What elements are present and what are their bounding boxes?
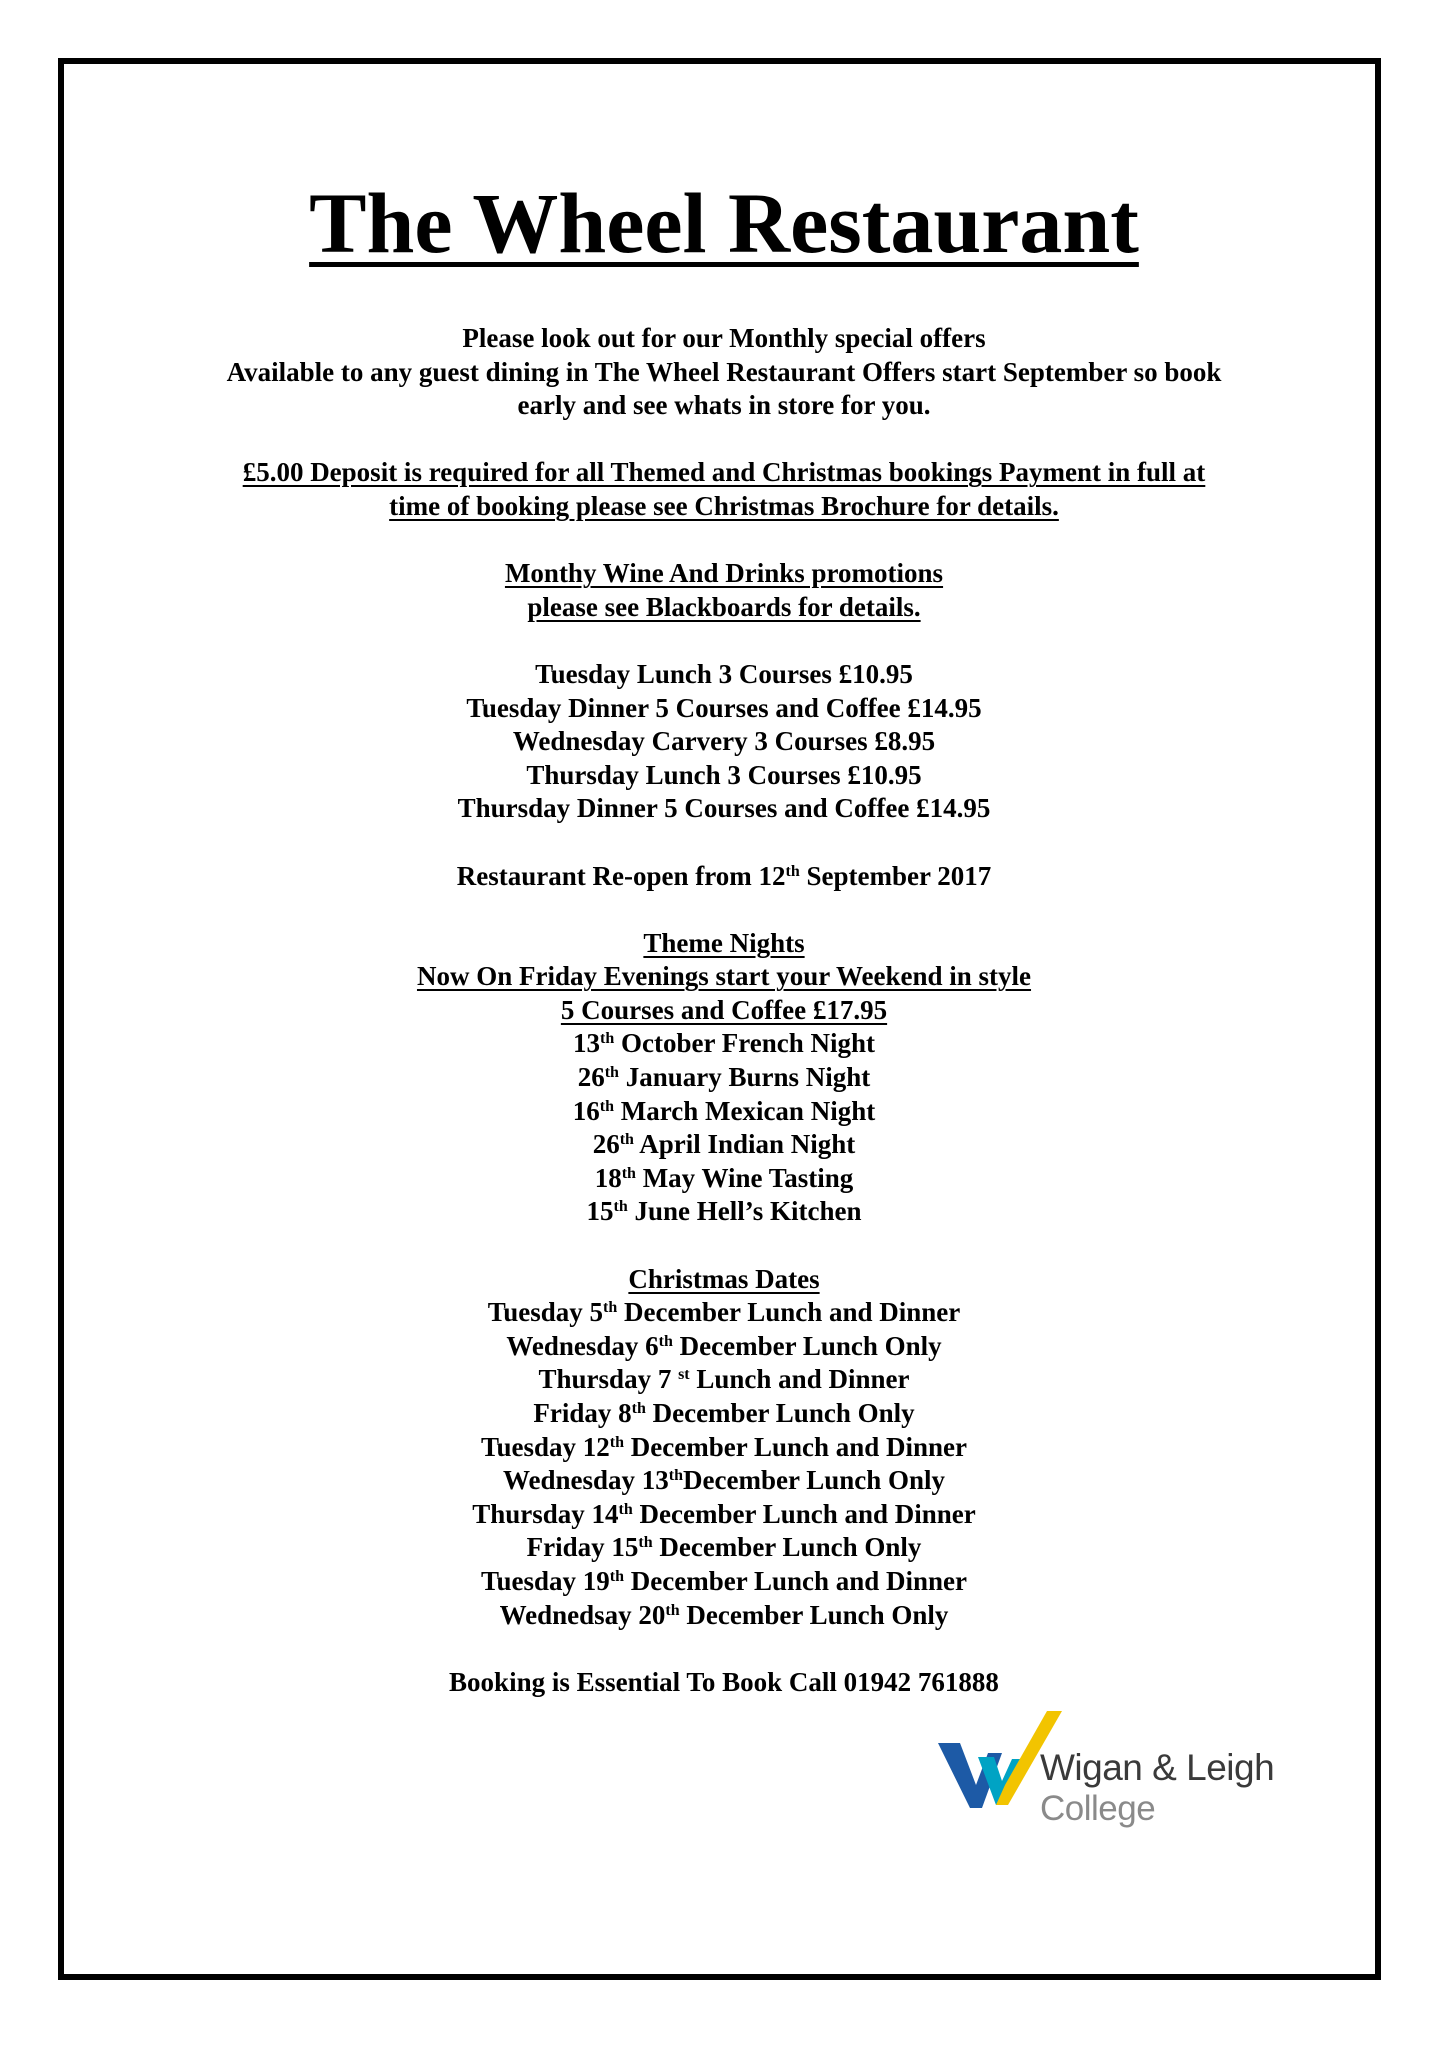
theme-night-event: 26th April Indian Night: [592, 1129, 856, 1160]
theme-night-event: 26th January Burns Night: [577, 1062, 871, 1093]
theme-night-event: 13th October French Night: [573, 1028, 875, 1059]
theme-nights-heading: Theme Nights: [643, 927, 805, 958]
intro-line: Please look out for our Monthly special offers: [462, 323, 986, 353]
drinks-line: please see Blackboards for details.: [527, 591, 921, 622]
theme-nights-line: 5 Courses and Coffee £17.95: [560, 994, 888, 1025]
offer-line: Thursday Dinner 5 Courses and Coffee £14.95: [457, 793, 991, 824]
college-name-line1: Wigan & Leigh: [1040, 1747, 1275, 1788]
offer-line: Tuesday Dinner 5 Courses and Coffee £14.95: [466, 692, 982, 723]
booking-line: Booking is Essential To Book Call 01942 761888: [449, 1666, 999, 1697]
christmas-date: Friday 15th December Lunch Only: [526, 1532, 922, 1563]
drinks-line: Monthy Wine And Drinks promotions: [504, 558, 944, 589]
christmas-date: Wednesday 13thDecember Lunch Only: [502, 1465, 946, 1496]
theme-night-event: 16th March Mexican Night: [572, 1095, 876, 1126]
offer-line: Tuesday Lunch 3 Courses £10.95: [535, 658, 913, 689]
intro-line: early and see whats in store for you.: [517, 390, 931, 421]
christmas-date: Tuesday 19th December Lunch and Dinner: [480, 1565, 968, 1596]
offer-line: Thursday Lunch 3 Courses £10.95: [526, 759, 922, 790]
college-logo: [938, 1705, 1278, 1835]
theme-nights-line: Now On Friday Evenings start your Weekend in style: [416, 961, 1032, 992]
christmas-date: Thursday 7 $^{st}$ Lunch and Dinner: [538, 1364, 910, 1395]
reopen-line: Restaurant Re-open from 12th September 2017: [456, 860, 992, 891]
christmas-date: Wednesday 6th December Lunch Only: [506, 1330, 942, 1361]
christmas-date: Tuesday 5th December Lunch and Dinner: [487, 1297, 961, 1328]
christmas-heading: Christmas Dates: [628, 1263, 820, 1294]
intro-line: Available to any guest dining in The Wheel Restaurant Offers start September so book: [226, 356, 1222, 387]
flyer-body: [0, 322, 1448, 1699]
theme-night-event: 15th June Hell’s Kitchen: [586, 1196, 862, 1227]
christmas-date: Thursday 14th December Lunch and Dinner: [472, 1498, 976, 1529]
college-name-line2: College: [1040, 1789, 1156, 1828]
christmas-date: Wednedsay 20th December Lunch Only: [499, 1599, 949, 1630]
christmas-date: Tuesday 12th December Lunch and Dinner: [480, 1431, 968, 1462]
deposit-line: time of booking please see Christmas Brochure for details.: [389, 490, 1059, 521]
offer-line: Wednesday Carvery 3 Courses £8.95: [512, 726, 936, 757]
page-title: The Wheel Restaurant: [309, 175, 1139, 271]
theme-night-event: 18th May Wine Tasting: [594, 1162, 854, 1193]
deposit-line: £5.00 Deposit is required for all Themed and Christmas bookings Payment in full at: [242, 457, 1206, 488]
christmas-date: Friday 8th December Lunch Only: [533, 1398, 915, 1428]
